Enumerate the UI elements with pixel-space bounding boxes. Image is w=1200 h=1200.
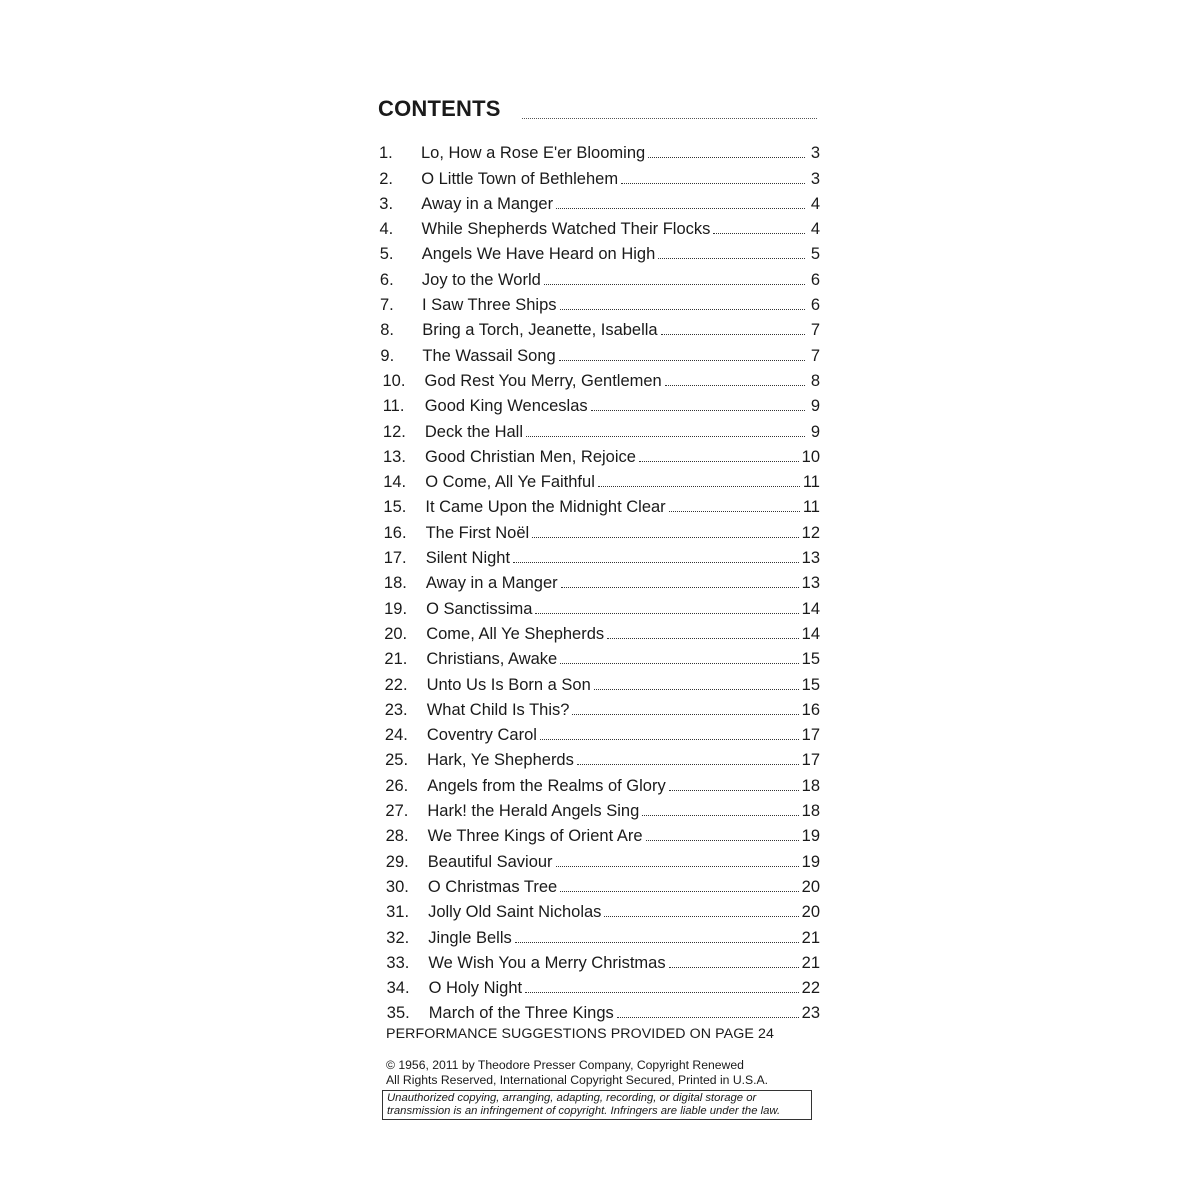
entry-number: 8.: [380, 321, 394, 340]
entry-page-number: 15: [801, 650, 820, 669]
dot-leader: [556, 866, 799, 867]
entry-title: Jolly Old Saint Nicholas: [428, 903, 602, 922]
entry-title: Away in a Manger: [421, 194, 554, 213]
entry-title: I Saw Three Ships: [422, 296, 557, 315]
entry-number: 25.: [385, 751, 409, 770]
entry-title: Jingle Bells: [428, 928, 512, 947]
dot-leader: [532, 537, 798, 538]
toc-entry: [376, 593, 822, 618]
entry-page-number: 13: [801, 574, 820, 593]
entry-page-number: 15: [801, 675, 820, 694]
entry-number: 1.: [379, 144, 393, 163]
entry-number: 9.: [380, 346, 395, 365]
entry-title: Silent Night: [425, 549, 511, 568]
entry-page-number: 22: [801, 979, 820, 998]
dot-leader: [639, 461, 799, 462]
entry-number: 15.: [383, 498, 407, 517]
toc-entry: [376, 239, 822, 264]
dot-leader: [515, 942, 799, 943]
entry-page-number: 7: [810, 346, 820, 365]
dot-leader: [540, 739, 799, 740]
entry-title: O Christmas Tree: [427, 877, 558, 896]
entry-number: 31.: [386, 903, 410, 922]
dot-leader: [572, 714, 798, 715]
entry-page-number: 17: [801, 751, 820, 770]
entry-title: What Child Is This?: [426, 700, 570, 719]
entry-title: Christians, Awake: [426, 650, 558, 669]
toc-entry: [376, 872, 822, 897]
copyright-notice: [386, 1058, 768, 1088]
entry-page-number: 18: [801, 776, 820, 795]
entry-title: Joy to the World: [421, 270, 541, 289]
entry-number: 24.: [384, 726, 408, 745]
dot-leader: [559, 360, 805, 361]
entry-title: The Wassail Song: [422, 346, 556, 365]
dot-leader: [525, 992, 799, 993]
dot-leader: [598, 486, 800, 487]
dot-leader: [560, 663, 798, 664]
toc-entry: [376, 543, 822, 568]
entry-title: Good King Wenceslas: [424, 397, 588, 416]
entry-page-number: 14: [801, 624, 820, 643]
entry-page-number: 10: [801, 447, 820, 466]
dot-leader: [607, 638, 798, 639]
dot-leader: [560, 891, 798, 892]
entry-number: 21.: [384, 650, 408, 669]
entry-page-number: 20: [801, 903, 820, 922]
toc-entry: [376, 264, 822, 289]
toc-entry: [376, 290, 822, 315]
title-divider: [522, 118, 817, 119]
toc-entry: [376, 189, 822, 214]
entry-page-number: 9: [810, 397, 820, 416]
toc-entry: [376, 138, 822, 163]
entry-number: 28.: [385, 827, 409, 846]
entry-title: Coventry Carol: [426, 726, 537, 745]
entry-page-number: 19: [801, 827, 820, 846]
entry-number: 5.: [379, 245, 394, 264]
toc-entry: [376, 644, 822, 669]
toc-entry: [376, 214, 822, 239]
entry-title: Lo, How a Rose E'er Blooming: [421, 144, 646, 163]
dot-leader: [669, 511, 800, 512]
dot-leader: [713, 233, 805, 234]
entry-page-number: 6: [810, 270, 820, 289]
legal-notice-box: [382, 1090, 812, 1120]
toc-entry: [376, 517, 822, 542]
toc-entry: [376, 821, 822, 846]
toc-entry: [376, 366, 822, 391]
performance-note: PERFORMANCE SUGGESTIONS PROVIDED ON PAGE 24: [386, 1026, 774, 1042]
entry-page-number: 11: [802, 473, 820, 492]
entry-number: 11.: [382, 397, 405, 416]
toc-entry: [376, 720, 822, 745]
dot-leader: [577, 764, 799, 765]
entry-page-number: 12: [801, 523, 820, 542]
toc-entry: [376, 973, 822, 998]
toc-entry: [376, 770, 822, 795]
toc-entry: [376, 669, 822, 694]
toc-entry: [376, 442, 822, 467]
entry-page-number: 16: [801, 700, 820, 719]
entry-number: 10.: [382, 371, 406, 390]
entry-title: Unto Us Is Born a Son: [426, 675, 591, 694]
dot-leader: [513, 562, 799, 563]
toc-entry: [376, 796, 822, 821]
entry-page-number: 21: [801, 928, 820, 947]
entry-number: 20.: [384, 624, 408, 643]
page-title: CONTENTS: [378, 96, 501, 121]
entry-number: 14.: [383, 473, 407, 492]
dot-leader: [621, 183, 805, 184]
entry-title: Bring a Torch, Jeanette, Isabella: [422, 321, 658, 340]
dot-leader: [669, 967, 799, 968]
toc-entry: [376, 492, 822, 517]
entry-number: 32.: [386, 928, 410, 947]
entry-page-number: 14: [801, 599, 820, 618]
entry-title: O Little Town of Bethlehem: [421, 169, 619, 188]
entry-title: While Shepherds Watched Their Flocks: [421, 220, 711, 239]
toc-entry: [376, 695, 822, 720]
entry-title: Away in a Manger: [425, 574, 558, 593]
entry-title: We Wish You a Merry Christmas: [428, 953, 666, 972]
dot-leader: [642, 815, 798, 816]
entry-title: Beautiful Saviour: [427, 852, 553, 871]
copyright-line: © 1956, 2011 by Theodore Presser Company, Copyright Renewed: [386, 1058, 744, 1072]
dot-leader: [648, 157, 805, 158]
toc-entry: [376, 948, 822, 973]
toc-entry: [376, 998, 822, 1023]
entry-title: Angels from the Realms of Glory: [427, 776, 666, 795]
dot-leader: [604, 916, 798, 917]
dot-leader: [535, 613, 798, 614]
dot-leader: [526, 436, 805, 437]
dot-leader: [594, 689, 799, 690]
entry-number: 30.: [385, 877, 409, 896]
entry-number: 19.: [384, 599, 408, 618]
toc-entry: [376, 163, 822, 188]
entry-number: 35.: [386, 1004, 410, 1023]
entry-number: 23.: [384, 700, 408, 719]
entry-number: 7.: [380, 296, 394, 315]
entry-title: Good Christian Men, Rejoice: [425, 447, 636, 466]
entry-page-number: 7: [810, 321, 820, 340]
contents-header: [376, 96, 822, 126]
entry-number: 29.: [385, 852, 409, 871]
dot-leader: [661, 334, 805, 335]
entry-title: We Three Kings of Orient Are: [427, 827, 643, 846]
toc-entry: [376, 568, 822, 593]
entry-number: 26.: [385, 776, 409, 795]
entry-number: 33.: [386, 953, 410, 972]
entry-page-number: 9: [810, 422, 820, 441]
rights-line: All Rights Reserved, International Copyright Secured, Printed in U.S.A.: [386, 1073, 769, 1087]
entry-number: 13.: [383, 447, 406, 466]
entry-number: 3.: [379, 194, 394, 213]
entry-number: 22.: [384, 675, 408, 694]
entry-title: God Rest You Merry, Gentlemen: [424, 371, 662, 390]
entry-title: Deck the Hall: [424, 422, 524, 441]
toc-entry: [376, 315, 822, 340]
entry-number: 17.: [383, 549, 407, 568]
dot-leader: [561, 587, 799, 588]
toc-entry: [376, 416, 822, 441]
entry-number: 27.: [385, 802, 409, 821]
entry-page-number: 11: [802, 498, 820, 517]
entry-page-number: 13: [801, 549, 820, 568]
entry-title: March of the Three Kings: [428, 1004, 614, 1023]
entry-page-number: 19: [801, 852, 820, 871]
entry-number: 6.: [379, 270, 394, 289]
entry-title: Come, All Ye Shepherds: [426, 624, 605, 643]
dot-leader: [658, 258, 805, 259]
entry-page-number: 4: [810, 220, 820, 239]
entry-page-number: 17: [801, 726, 820, 745]
dot-leader: [556, 208, 805, 209]
legal-line: Unauthorized copying, arranging, adapting, recording, or digital storage or: [387, 1092, 757, 1104]
contents-page: [376, 96, 822, 1117]
entry-title: Hark, Ye Shepherds: [427, 751, 574, 770]
entry-page-number: 5: [810, 245, 820, 264]
toc-entry: [376, 340, 822, 365]
table-of-contents: [376, 138, 822, 1023]
toc-entry: [376, 391, 822, 416]
entry-page-number: 6: [810, 296, 820, 315]
dot-leader: [617, 1017, 799, 1018]
dot-leader: [646, 840, 799, 841]
entry-number: 2.: [379, 169, 393, 188]
dot-leader: [665, 385, 805, 386]
entry-number: 16.: [383, 523, 407, 542]
legal-line: transmission is an infringement of copyright. Infringers are liable under the law.: [387, 1105, 781, 1117]
entry-page-number: 4: [810, 194, 820, 213]
dot-leader: [560, 309, 805, 310]
entry-number: 34.: [386, 979, 410, 998]
toc-entry: [376, 745, 822, 770]
entry-page-number: 21: [801, 953, 820, 972]
entry-number: 18.: [383, 574, 407, 593]
toc-entry: [376, 846, 822, 871]
entry-page-number: 8: [810, 371, 820, 390]
entry-page-number: 18: [801, 802, 820, 821]
entry-title: Angels We Have Heard on High: [421, 245, 656, 264]
entry-title: Hark! the Herald Angels Sing: [427, 802, 640, 821]
entry-page-number: 23: [801, 1004, 820, 1023]
dot-leader: [544, 284, 805, 285]
entry-number: 12.: [382, 422, 406, 441]
toc-entry: [376, 922, 822, 947]
toc-entry: [376, 897, 822, 922]
dot-leader: [591, 410, 805, 411]
entry-title: The First Noël: [425, 523, 530, 542]
entry-title: It Came Upon the Midnight Clear: [425, 498, 666, 517]
entry-title: O Holy Night: [428, 979, 523, 998]
toc-entry: [376, 619, 822, 644]
entry-number: 4.: [379, 220, 394, 239]
entry-title: O Sanctissima: [426, 599, 533, 618]
entry-title: O Come, All Ye Faithful: [425, 473, 595, 492]
entry-page-number: 3: [810, 169, 820, 188]
entry-page-number: 3: [810, 144, 820, 163]
dot-leader: [669, 790, 799, 791]
entry-page-number: 20: [801, 877, 820, 896]
toc-entry: [376, 467, 822, 492]
